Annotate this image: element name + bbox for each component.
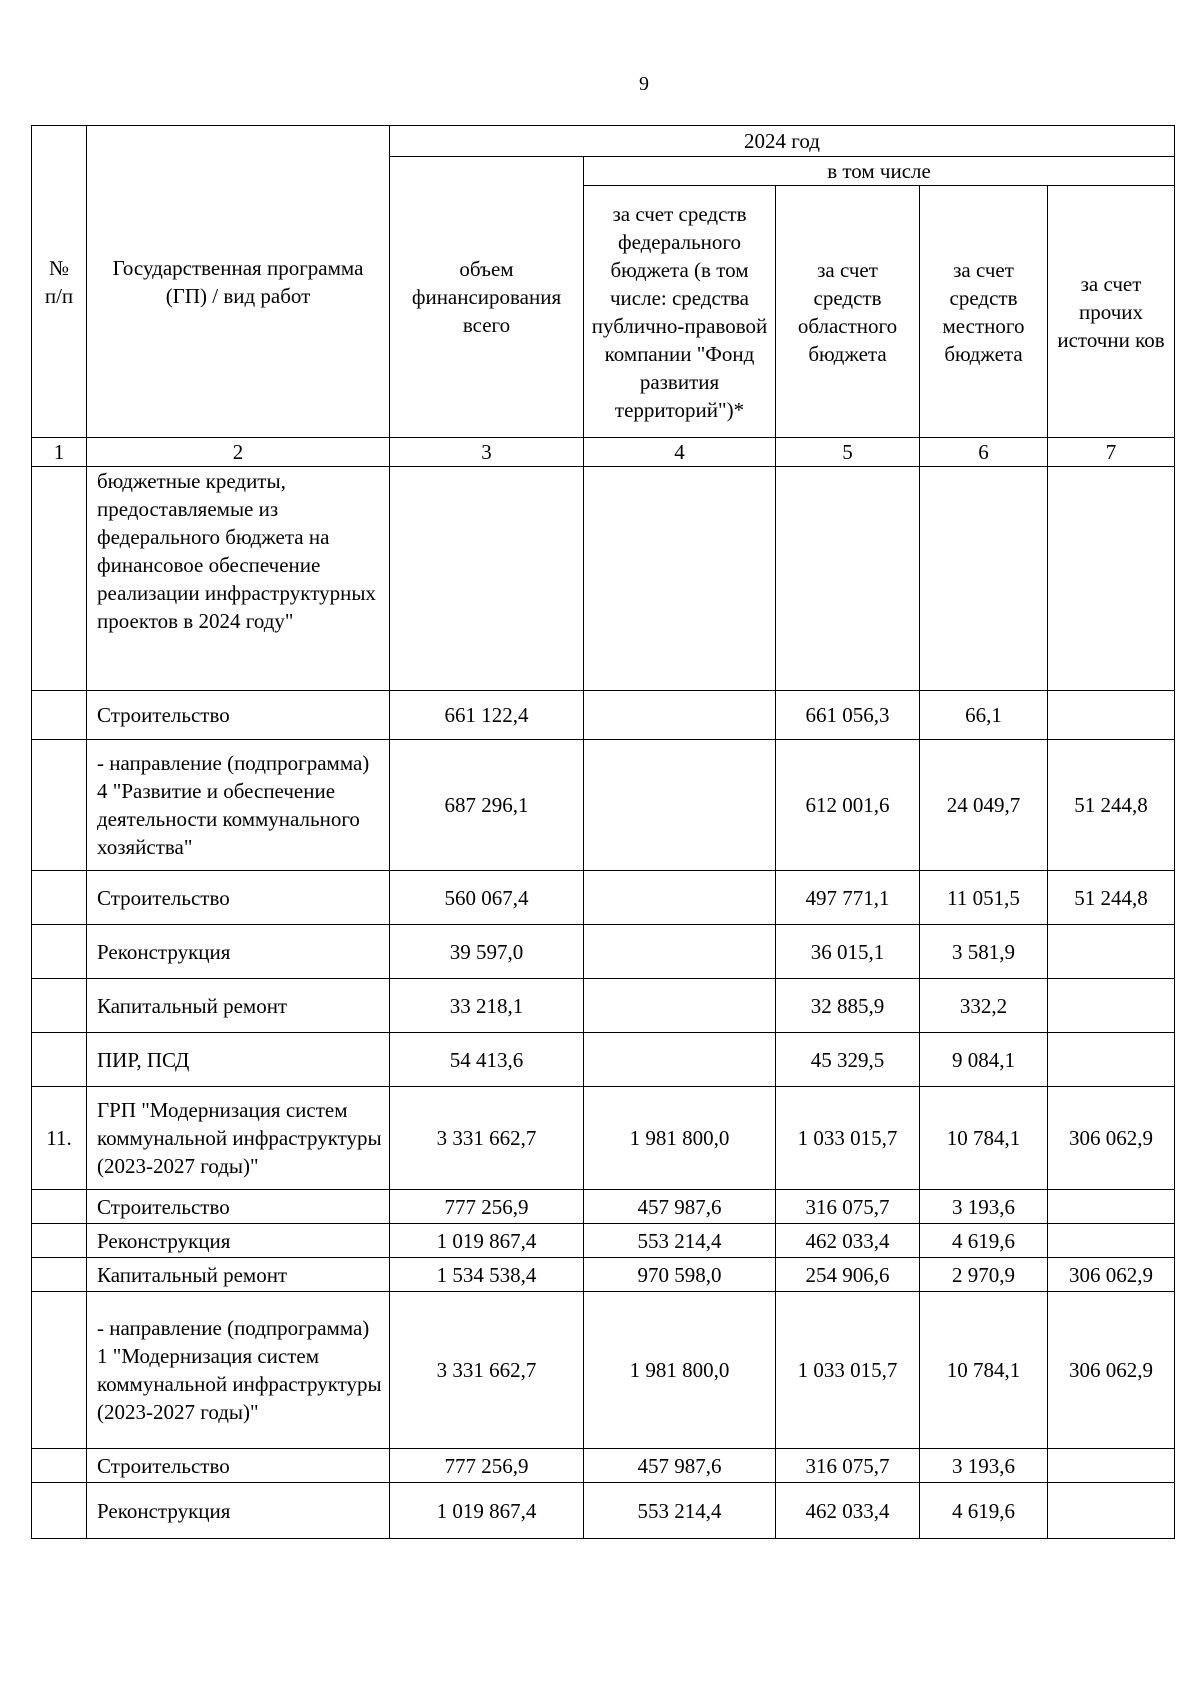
table-row	[32, 1449, 1175, 1483]
row-regional: 661 056,3	[776, 691, 920, 740]
row-total: 1 019 867,4	[390, 1483, 584, 1539]
header-regional: за счет средств областного бюджета	[776, 186, 920, 438]
row-num	[32, 979, 87, 1033]
row-num	[32, 467, 87, 691]
row-other: 51 244,8	[1048, 871, 1175, 925]
row-local: 66,1	[920, 691, 1048, 740]
row-name: Капитальный ремонт	[87, 1258, 390, 1292]
header-local: за счет средств местного бюджета	[920, 186, 1048, 438]
row-regional: 612 001,6	[776, 740, 920, 871]
row-federal	[584, 925, 776, 979]
row-other: 306 062,9	[1048, 1087, 1175, 1190]
header-program: Государственная программа (ГП) / вид работ	[87, 126, 390, 438]
row-regional: 1 033 015,7	[776, 1292, 920, 1449]
row-num: 11.	[32, 1087, 87, 1190]
header-year: 2024 год	[390, 126, 1175, 157]
table-row	[32, 871, 1175, 925]
table-body	[32, 126, 1175, 1539]
row-other	[1048, 1224, 1175, 1258]
row-federal	[584, 1033, 776, 1087]
table-row	[32, 1190, 1175, 1224]
row-local: 11 051,5	[920, 871, 1048, 925]
row-other: 51 244,8	[1048, 740, 1175, 871]
row-regional	[776, 467, 920, 691]
row-num	[32, 871, 87, 925]
row-name: Реконструкция	[87, 925, 390, 979]
row-other	[1048, 691, 1175, 740]
row-num	[32, 1292, 87, 1449]
row-name: Строительство	[87, 871, 390, 925]
table-row	[32, 467, 1175, 691]
row-federal: 553 214,4	[584, 1224, 776, 1258]
row-name: бюджетные кредиты, предоставляемые из федерального бюджета на финансовое обеспечение реализации инфраструктурных проектов в 2024 году"	[87, 467, 390, 691]
table-row	[32, 691, 1175, 740]
row-regional: 32 885,9	[776, 979, 920, 1033]
row-name: ГРП "Модернизация систем коммунальной инфраструктуры (2023-2027 годы)"	[87, 1087, 390, 1190]
column-number: 3	[390, 438, 584, 467]
row-num	[32, 1224, 87, 1258]
row-local: 9 084,1	[920, 1033, 1048, 1087]
row-other: 306 062,9	[1048, 1258, 1175, 1292]
row-other	[1048, 1190, 1175, 1224]
row-other	[1048, 1033, 1175, 1087]
row-local: 4 619,6	[920, 1224, 1048, 1258]
row-name: Строительство	[87, 1190, 390, 1224]
row-regional: 462 033,4	[776, 1483, 920, 1539]
row-local: 3 193,6	[920, 1190, 1048, 1224]
row-name: - направление (подпрограмма) 4 "Развитие и обеспечение деятельности коммунального хозяйства"	[87, 740, 390, 871]
column-number: 4	[584, 438, 776, 467]
row-regional: 316 075,7	[776, 1449, 920, 1483]
row-num	[32, 1190, 87, 1224]
column-number: 2	[87, 438, 390, 467]
row-regional: 254 906,6	[776, 1258, 920, 1292]
row-total: 777 256,9	[390, 1449, 584, 1483]
row-local: 10 784,1	[920, 1292, 1048, 1449]
row-other	[1048, 925, 1175, 979]
row-federal: 457 987,6	[584, 1449, 776, 1483]
header-num: № п/п	[32, 126, 87, 438]
row-regional: 462 033,4	[776, 1224, 920, 1258]
row-name: - направление (подпрограмма) 1 "Модернизация систем коммунальной инфраструктуры (2023-2027 годы)"	[87, 1292, 390, 1449]
row-federal	[584, 691, 776, 740]
row-federal: 457 987,6	[584, 1190, 776, 1224]
row-local: 4 619,6	[920, 1483, 1048, 1539]
header-row-1	[32, 126, 1175, 157]
row-total: 661 122,4	[390, 691, 584, 740]
row-total: 33 218,1	[390, 979, 584, 1033]
row-num	[32, 1258, 87, 1292]
row-total: 560 067,4	[390, 871, 584, 925]
row-federal	[584, 871, 776, 925]
row-total: 687 296,1	[390, 740, 584, 871]
row-federal: 970 598,0	[584, 1258, 776, 1292]
row-name: Строительство	[87, 691, 390, 740]
row-federal: 553 214,4	[584, 1483, 776, 1539]
row-total: 1 019 867,4	[390, 1224, 584, 1258]
row-regional: 316 075,7	[776, 1190, 920, 1224]
row-name: ПИР, ПСД	[87, 1033, 390, 1087]
row-total	[390, 467, 584, 691]
column-number: 1	[32, 438, 87, 467]
page-number: 9	[639, 73, 649, 95]
row-num	[32, 1033, 87, 1087]
table-row	[32, 740, 1175, 871]
financing-table	[31, 125, 1175, 1539]
row-total: 3 331 662,7	[390, 1292, 584, 1449]
table-row	[32, 925, 1175, 979]
row-num	[32, 1449, 87, 1483]
column-number: 6	[920, 438, 1048, 467]
row-federal	[584, 740, 776, 871]
row-local: 24 049,7	[920, 740, 1048, 871]
column-number: 5	[776, 438, 920, 467]
row-name: Реконструкция	[87, 1483, 390, 1539]
row-regional: 497 771,1	[776, 871, 920, 925]
row-federal: 1 981 800,0	[584, 1292, 776, 1449]
header-including: в том числе	[584, 157, 1175, 186]
row-federal	[584, 979, 776, 1033]
row-name: Реконструкция	[87, 1224, 390, 1258]
row-other	[1048, 1449, 1175, 1483]
row-num	[32, 691, 87, 740]
row-num	[32, 1483, 87, 1539]
row-total: 54 413,6	[390, 1033, 584, 1087]
row-total: 1 534 538,4	[390, 1258, 584, 1292]
table-row	[32, 1483, 1175, 1539]
header-federal: за счет средств федерального бюджета (в том числе: средства публично-правовой компании "Фонд развития территорий")*	[584, 186, 776, 438]
table-row	[32, 1033, 1175, 1087]
row-other: 306 062,9	[1048, 1292, 1175, 1449]
row-name: Капитальный ремонт	[87, 979, 390, 1033]
row-local: 2 970,9	[920, 1258, 1048, 1292]
row-total: 3 331 662,7	[390, 1087, 584, 1190]
table-row	[32, 1292, 1175, 1449]
row-other	[1048, 979, 1175, 1033]
table-row	[32, 1224, 1175, 1258]
row-local: 3 193,6	[920, 1449, 1048, 1483]
row-federal	[584, 467, 776, 691]
table-row	[32, 1087, 1175, 1190]
row-local: 3 581,9	[920, 925, 1048, 979]
row-other	[1048, 467, 1175, 691]
row-regional: 1 033 015,7	[776, 1087, 920, 1190]
row-other	[1048, 1483, 1175, 1539]
header-total: объем финансирования всего	[390, 157, 584, 438]
row-num	[32, 925, 87, 979]
row-local: 10 784,1	[920, 1087, 1048, 1190]
row-local	[920, 467, 1048, 691]
row-local: 332,2	[920, 979, 1048, 1033]
column-numbers-row	[32, 438, 1175, 467]
table-row	[32, 1258, 1175, 1292]
row-total: 39 597,0	[390, 925, 584, 979]
row-regional: 45 329,5	[776, 1033, 920, 1087]
row-name: Строительство	[87, 1449, 390, 1483]
column-number: 7	[1048, 438, 1175, 467]
header-other: за счет прочих источни ков	[1048, 186, 1175, 438]
row-num	[32, 740, 87, 871]
table-row	[32, 979, 1175, 1033]
row-regional: 36 015,1	[776, 925, 920, 979]
row-total: 777 256,9	[390, 1190, 584, 1224]
row-federal: 1 981 800,0	[584, 1087, 776, 1190]
